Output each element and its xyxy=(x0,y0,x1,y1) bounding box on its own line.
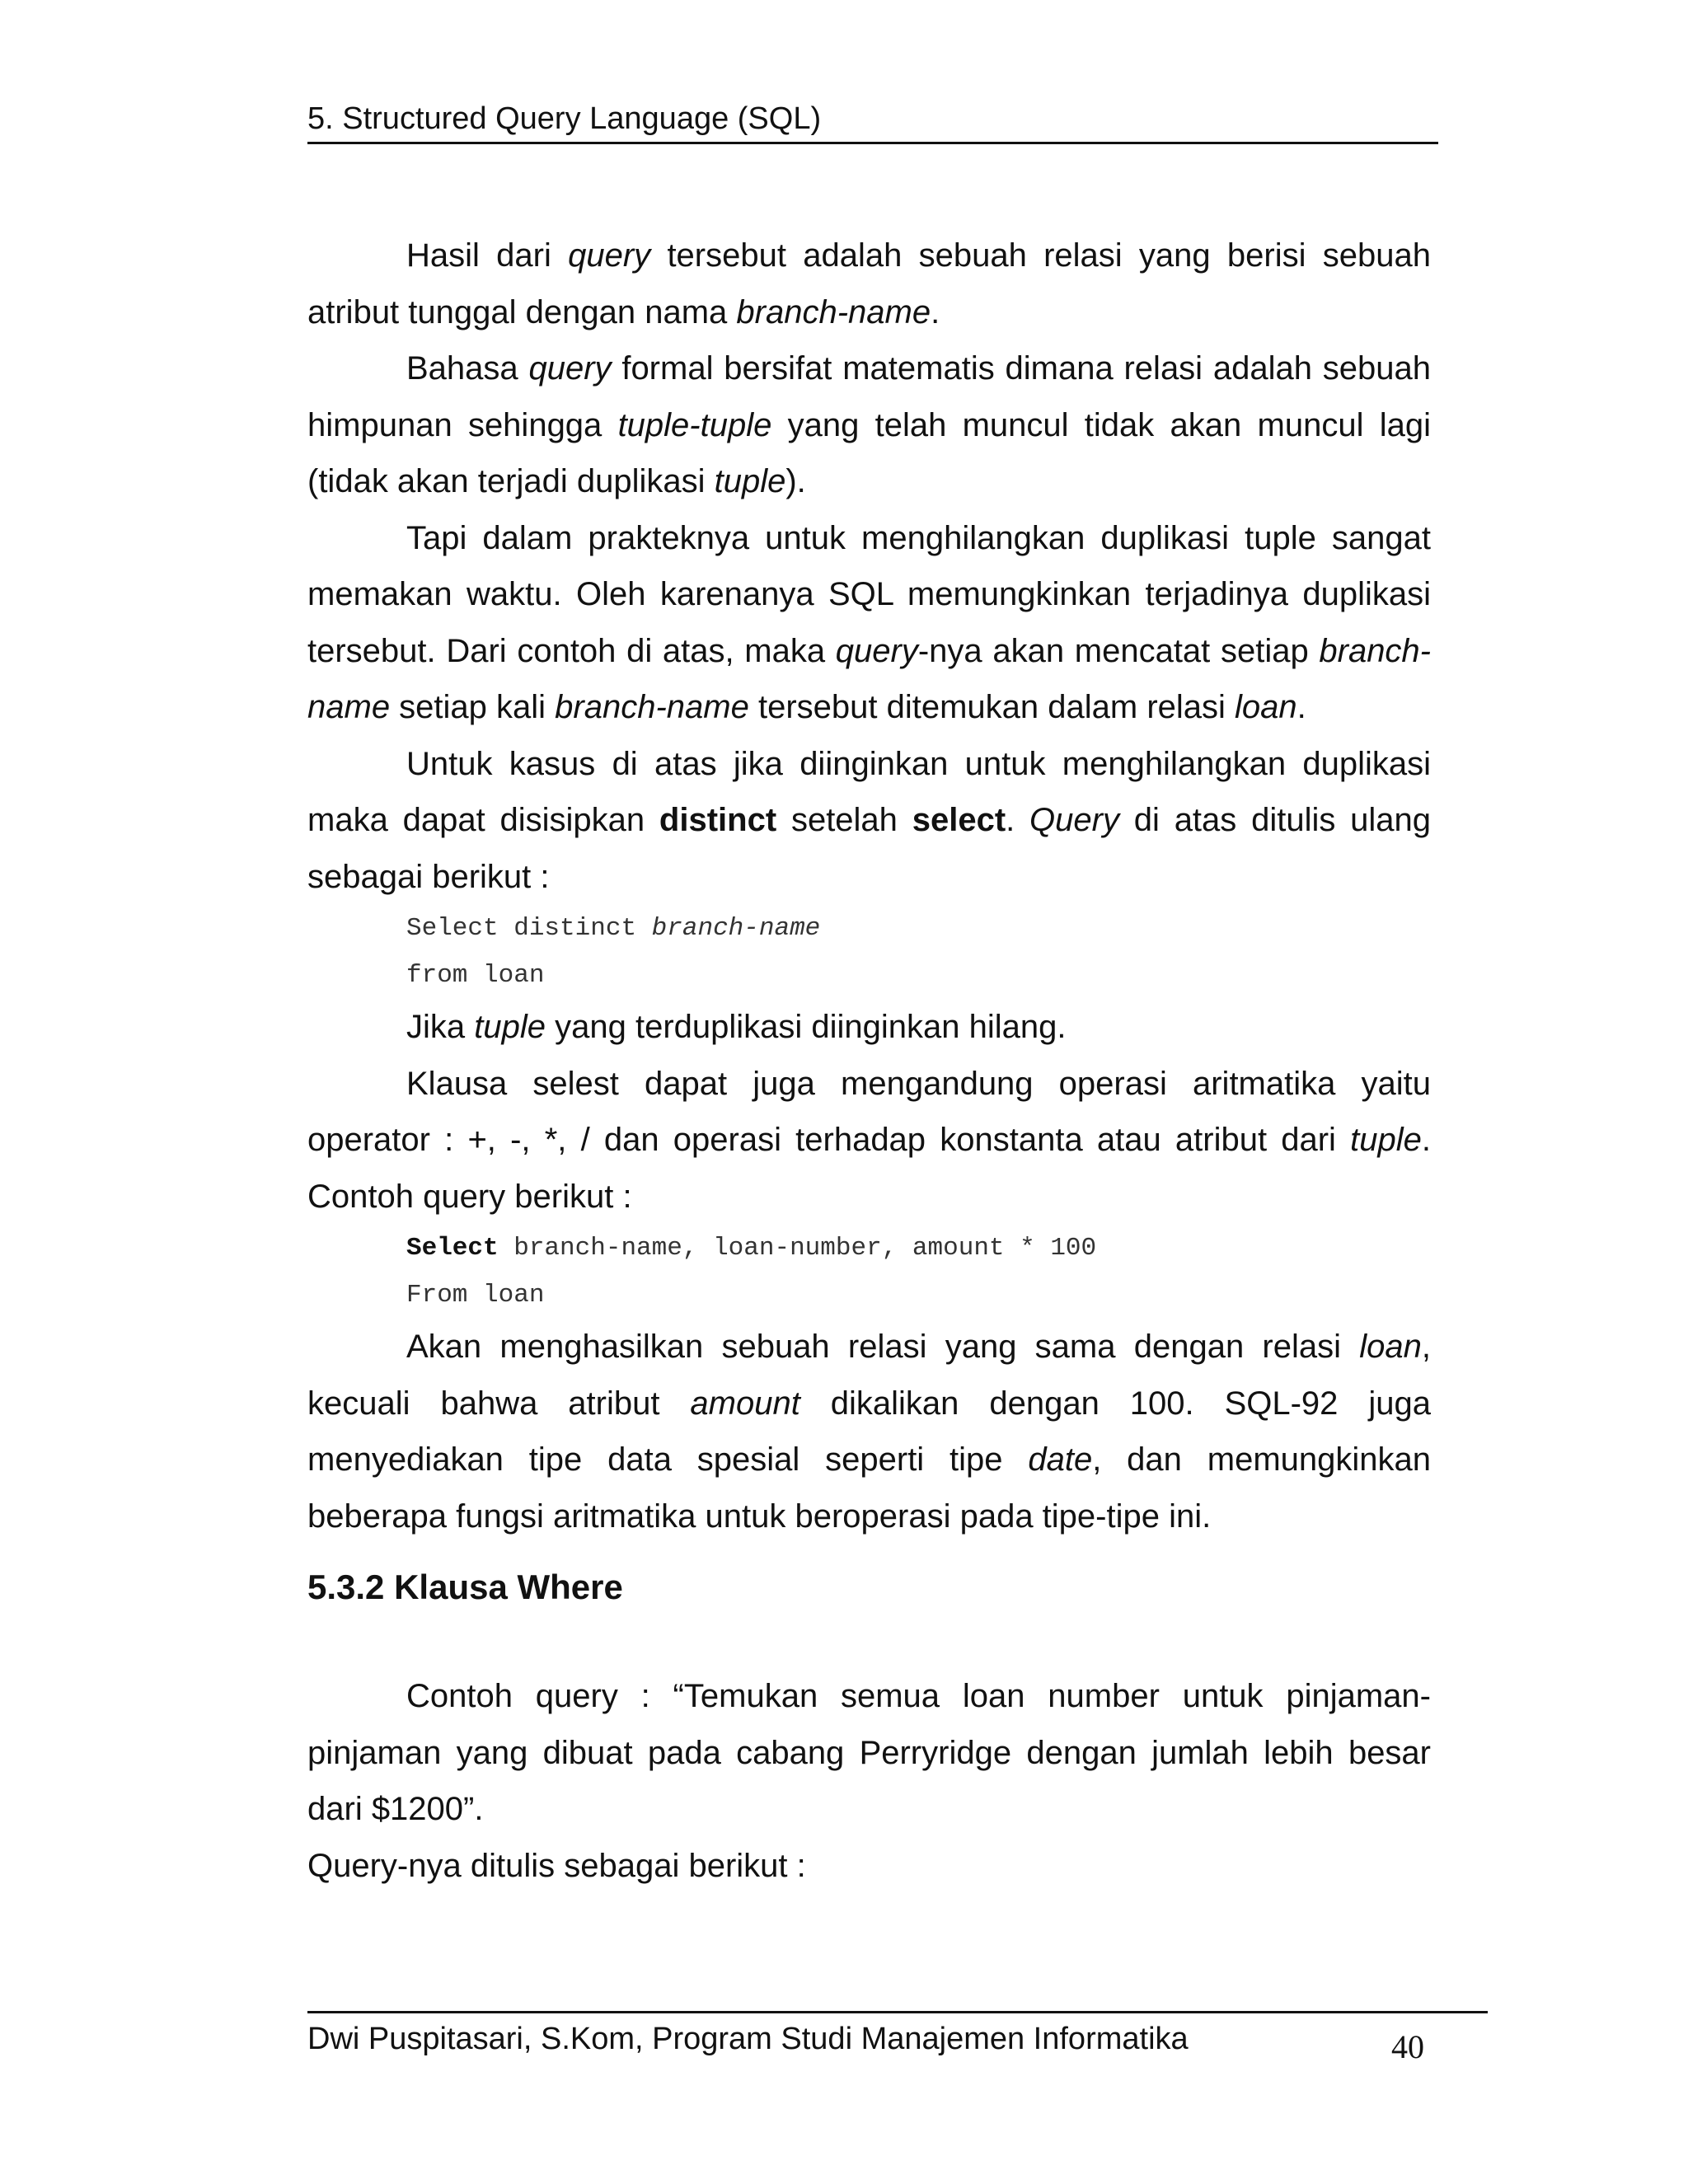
text: Hasil dari xyxy=(406,237,569,274)
text: . xyxy=(1006,802,1030,838)
bold-text: select xyxy=(912,802,1006,838)
paragraph-6 xyxy=(307,1056,1431,1226)
text: . Contoh query berikut : xyxy=(307,1122,1431,1215)
text: , kecuali bahwa atribut xyxy=(307,1329,1431,1422)
italic-text: branch-name xyxy=(307,632,1431,725)
footer-author: Dwi Puspitasari, S.Kom, Program Studi Manajemen Informatika xyxy=(307,2022,1189,2056)
code-block-1 xyxy=(307,905,1431,999)
italic-text: tuple xyxy=(474,1009,546,1045)
text: . xyxy=(1296,689,1306,725)
italic-text: tuple xyxy=(714,463,786,499)
code-line xyxy=(406,1225,1431,1272)
text: tersebut ditemukan dalam relasi xyxy=(748,689,1236,725)
paragraph-9: Query-nya ditulis sebagai berikut : xyxy=(307,1847,806,1884)
paragraph-3 xyxy=(307,510,1431,736)
italic-text: loan xyxy=(1235,689,1297,725)
italic-text: query xyxy=(835,632,918,669)
text: Jika xyxy=(406,1009,475,1045)
text: di atas ditulis ulang sebagai berikut : xyxy=(307,802,1431,895)
text: ). xyxy=(785,463,806,499)
page-number: 40 xyxy=(1391,2028,1424,2065)
text: Klausa selest dapat juga mengandung operasi aritmatika yaitu operator : +, -, *, / dan operasi terhadap konstanta atau atribut dari xyxy=(307,1065,1431,1158)
text: Untuk kasus di atas jika diinginkan untuk menghilangkan duplikasi maka dapat disisipkan xyxy=(307,745,1431,838)
paragraph-8: Contoh query : “Temukan semua loan number untuk pinjaman-pinjaman yang dibuat pada cabang Perryridge dengan jumlah lebih besar dari $1200”. xyxy=(307,1678,1431,1827)
text: tersebut adalah sebuah relasi yang berisi sebuah atribut tunggal dengan nama xyxy=(307,237,1431,330)
italic-text: Query xyxy=(1029,802,1119,838)
text: . xyxy=(931,293,940,330)
running-header: 5. Structured Query Language (SQL) xyxy=(307,97,1438,144)
text: dikalikan dengan 100. SQL-92 juga menyediakan tipe data spesial seperti tipe xyxy=(307,1385,1431,1478)
text: yang telah muncul tidak akan muncul lagi (tidak akan terjadi duplikasi xyxy=(307,406,1431,499)
text: setiap kali xyxy=(390,689,556,725)
code-line: from loan xyxy=(406,961,545,990)
italic-text: tuple xyxy=(1350,1122,1422,1158)
code-line: From loan xyxy=(406,1281,545,1310)
bold-text: distinct xyxy=(659,802,777,838)
text: Akan menghasilkan sebuah relasi yang sama dengan relasi xyxy=(406,1329,1360,1365)
code-italic-text: branch-name xyxy=(651,914,821,943)
text: formal bersifat matematis dimana relasi adalah sebuah himpunan sehingga xyxy=(307,350,1432,443)
code-text: Select distinct xyxy=(406,914,652,943)
italic-text: branch-name xyxy=(555,689,749,725)
page-content xyxy=(307,227,1431,1894)
italic-text: query xyxy=(568,237,651,274)
section-heading: 5.3.2 Klausa Where xyxy=(307,1568,623,1606)
paragraph-7 xyxy=(307,1319,1431,1544)
text: setelah xyxy=(776,802,912,838)
text: yang terduplikasi diinginkan hilang. xyxy=(546,1009,1067,1045)
italic-text: loan xyxy=(1359,1329,1422,1365)
code-line xyxy=(406,905,1431,952)
italic-text: amount xyxy=(690,1385,800,1422)
text: , dan memungkinkan beberapa fungsi aritmatika untuk beroperasi pada tipe-tipe ini. xyxy=(307,1441,1432,1535)
code-text: branch-name, loan-number, amount * 100 xyxy=(498,1234,1097,1263)
paragraph-5 xyxy=(307,999,1431,1056)
text: Bahasa xyxy=(406,350,529,387)
italic-text: date xyxy=(1028,1441,1093,1478)
code-keyword: Select xyxy=(406,1234,499,1263)
text: Tapi dalam prakteknya untuk menghilangkan duplikasi tuple sangat memakan waktu. Oleh karenanya SQL memungkinkan terjadinya duplikasi tersebut. Dari contoh di atas, maka xyxy=(307,519,1431,669)
italic-text: tuple-tuple xyxy=(617,406,772,443)
text: -nya akan mencatat setiap xyxy=(917,632,1320,669)
code-block-2 xyxy=(307,1225,1431,1319)
italic-text: branch-name xyxy=(736,293,931,330)
footer-rule xyxy=(307,2011,1488,2013)
italic-text: query xyxy=(528,350,612,387)
paragraph-1 xyxy=(307,227,1431,340)
paragraph-2 xyxy=(307,340,1431,510)
paragraph-4 xyxy=(307,736,1431,906)
